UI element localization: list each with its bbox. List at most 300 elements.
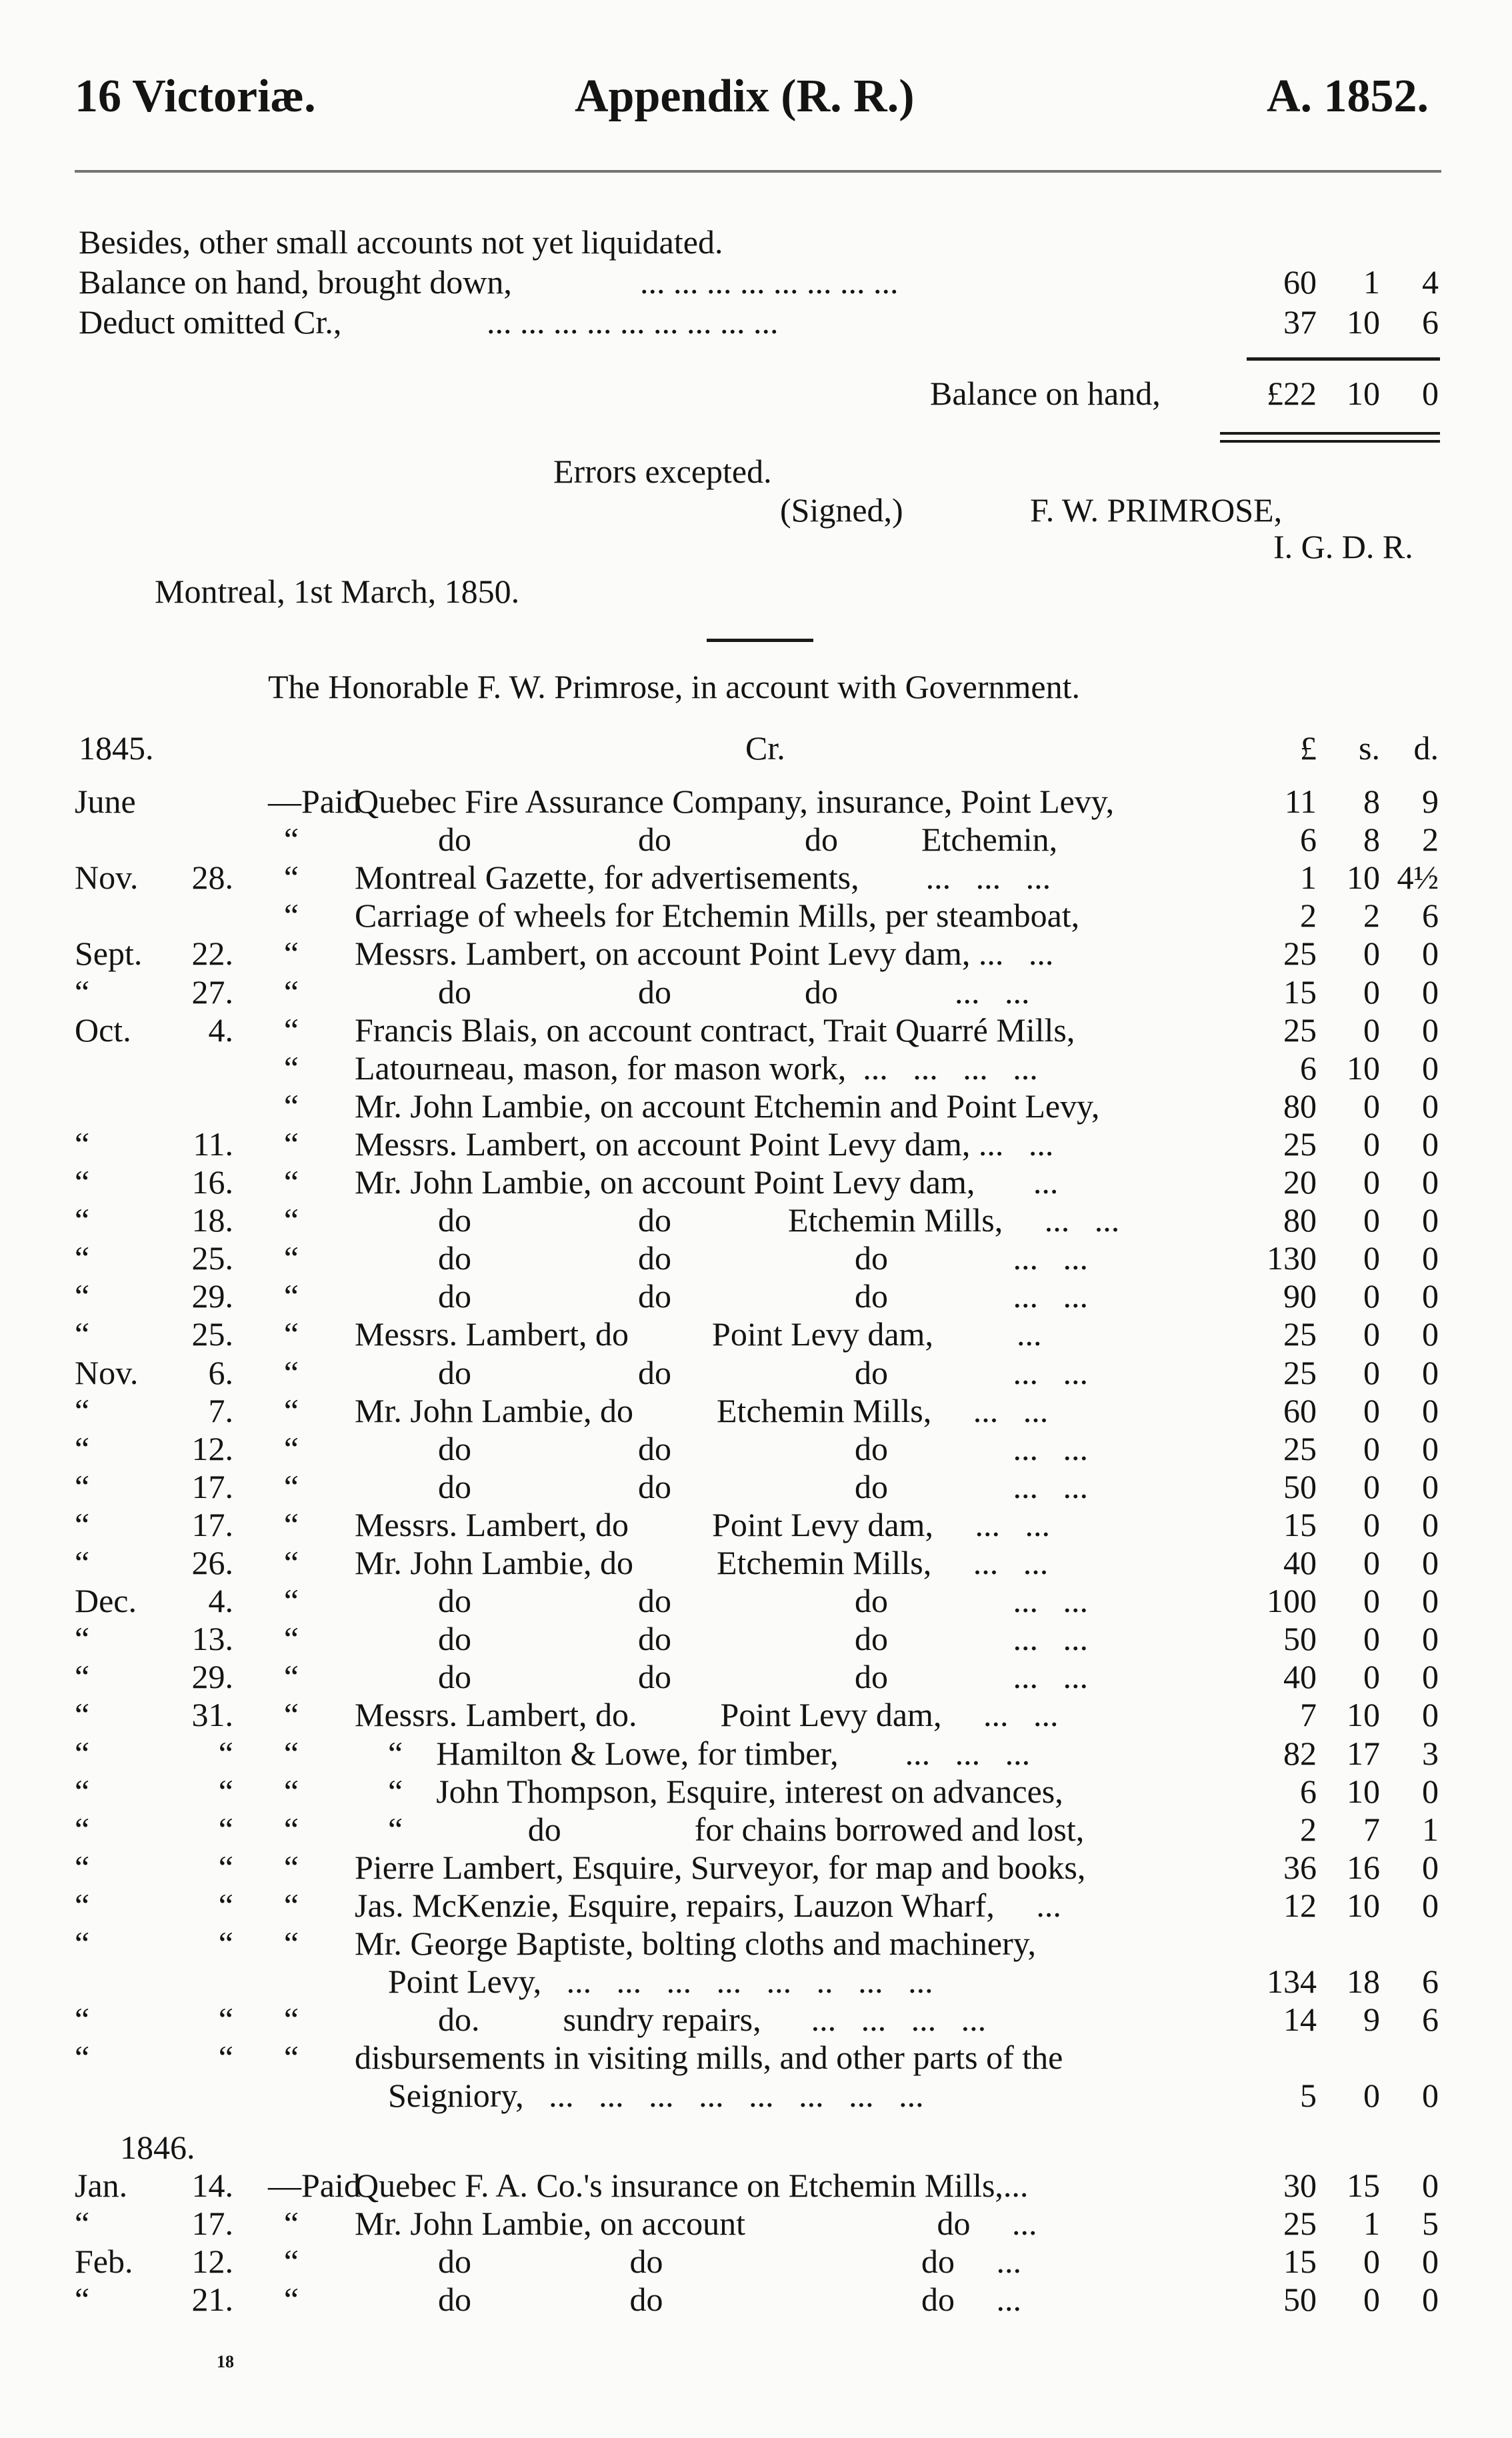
paid-mark: “ <box>283 2243 299 2280</box>
amount-shillings: 0 <box>1363 1315 1380 1353</box>
section-divider <box>707 639 813 642</box>
amount-shillings: 10 <box>1347 1049 1380 1087</box>
amount-pounds: 50 <box>1283 1467 1317 1505</box>
amount-shillings: 7 <box>1363 1810 1380 1848</box>
ledger-row <box>0 1734 1512 1775</box>
entry-day: 22. <box>191 935 233 973</box>
amount-pounds: 15 <box>1283 2243 1317 2280</box>
entry-day: 21. <box>191 2281 233 2318</box>
paid-mark: “ <box>283 2001 299 2039</box>
entry-day: 31. <box>191 1696 233 1734</box>
amount-pounds: 2 <box>1300 1810 1317 1848</box>
entry-day: 18. <box>191 1201 233 1239</box>
summary-line1: Besides, other small accounts not yet liquidated. <box>79 223 723 261</box>
ledger-row <box>0 1317 1512 1355</box>
entry-month: “ <box>75 1163 90 1201</box>
place-date: Montreal, 1st March, 1850. <box>155 573 520 610</box>
entry-day: “ <box>218 1772 233 1810</box>
amount-pence: 0 <box>1422 2077 1439 2115</box>
paid-mark: “ <box>283 935 299 973</box>
ledger-row <box>0 823 1512 861</box>
paid-mark: —Paid <box>268 2167 361 2204</box>
entry-month: “ <box>75 1391 90 1429</box>
entry-day: 25. <box>191 1315 233 1353</box>
ledger-row <box>0 1165 1512 1203</box>
amount-pounds: 25 <box>1283 1353 1317 1391</box>
entry-description: Carriage of wheels for Etchemin Mills, per steamboat, <box>355 897 1080 935</box>
entry-month: “ <box>75 2205 90 2242</box>
entry-description: Mr. John Lambie, on account Etchemin and Point Levy, <box>355 1087 1100 1125</box>
amount-pounds: 40 <box>1283 1544 1317 1581</box>
entry-month: Nov. <box>75 1353 139 1391</box>
amount-shillings: 0 <box>1363 935 1380 973</box>
summary-line2-shillings: 1 <box>1363 263 1380 301</box>
ledger-row <box>0 1965 1512 2003</box>
summary-line3-dots: ... ... ... ... ... ... ... ... ... <box>487 303 779 341</box>
entry-day: 14. <box>191 2167 233 2204</box>
amount-shillings: 10 <box>1347 1696 1380 1734</box>
paid-mark: “ <box>283 1848 299 1886</box>
summary-line3-label: Deduct omitted Cr., <box>79 303 342 341</box>
amount-pounds: 7 <box>1300 1696 1317 1734</box>
amount-pence: 0 <box>1422 1163 1439 1201</box>
year-1845: 1845. <box>79 729 154 767</box>
amount-pounds: 2 <box>1300 897 1317 935</box>
amount-shillings: 0 <box>1363 1201 1380 1239</box>
amount-pounds: 25 <box>1283 1125 1317 1163</box>
column-pence-heading: d. <box>1413 729 1439 767</box>
header-rule <box>75 170 1441 173</box>
summary-line3-shillings: 10 <box>1347 303 1380 341</box>
entry-month: “ <box>75 1429 90 1467</box>
entry-day: 16. <box>191 1163 233 1201</box>
amount-pence: 0 <box>1422 1696 1439 1734</box>
amount-pence: 0 <box>1422 973 1439 1011</box>
entry-day: 17. <box>191 1467 233 1505</box>
amount-shillings: 10 <box>1347 1772 1380 1810</box>
entry-description: do do do ... ... <box>355 1353 1088 1391</box>
ledger-row <box>0 1698 1512 1736</box>
amount-shillings: 17 <box>1347 1734 1380 1772</box>
amount-shillings: 0 <box>1363 1277 1380 1315</box>
paid-mark: “ <box>283 1886 299 1924</box>
entry-day: 4. <box>208 1582 233 1620</box>
amount-shillings: 9 <box>1363 2001 1380 2039</box>
entry-month: “ <box>75 1848 90 1886</box>
entry-month: June <box>75 783 136 820</box>
amount-shillings: 0 <box>1363 1163 1380 1201</box>
ledger-row <box>0 975 1512 1013</box>
entry-description: “ John Thompson, Esquire, interest on advances, <box>355 1772 1063 1810</box>
entry-description: do do do ... ... <box>355 1429 1088 1467</box>
column-pounds-heading: £ <box>1300 729 1317 767</box>
page-marker: 18 <box>217 2352 234 2371</box>
amount-pence: 0 <box>1422 1277 1439 1315</box>
ledger-row <box>0 1241 1512 1279</box>
entry-day: 25. <box>191 1239 233 1277</box>
amount-pounds: 134 <box>1267 1963 1317 2001</box>
amount-pounds: 36 <box>1283 1848 1317 1886</box>
entry-description: Mr. John Lambie, on account Point Levy dam, ... <box>355 1163 1059 1201</box>
paid-mark: “ <box>283 973 299 1011</box>
amount-pence: 0 <box>1422 1087 1439 1125</box>
amount-pounds: 130 <box>1267 1239 1317 1277</box>
ledger-row <box>0 785 1512 823</box>
paid-mark: “ <box>283 897 299 935</box>
entry-description: do do do ... ... <box>355 1277 1088 1315</box>
entry-description: Mr. George Baptiste, bolting cloths and machinery, <box>355 1925 1037 1962</box>
entry-month: “ <box>75 1734 90 1772</box>
entry-day: 28. <box>191 859 233 897</box>
entry-day: “ <box>218 1734 233 1772</box>
entry-description: Messrs. Lambert, do Point Levy dam, ... ... <box>355 1505 1050 1543</box>
amount-pounds: 5 <box>1300 2077 1317 2115</box>
entry-month: “ <box>75 2039 90 2077</box>
amount-pounds: 6 <box>1300 1049 1317 1087</box>
amount-pence: 0 <box>1422 2281 1439 2318</box>
entry-description: Mr. John Lambie, do Etchemin Mills, ... ... <box>355 1544 1049 1581</box>
amount-pence: 0 <box>1422 1620 1439 1658</box>
amount-shillings: 0 <box>1363 1125 1380 1163</box>
amount-pence: 6 <box>1422 2001 1439 2039</box>
entry-day: 7. <box>208 1391 233 1429</box>
signatory-title: I. G. D. R. <box>1273 528 1413 565</box>
amount-shillings: 0 <box>1363 2243 1380 2280</box>
amount-pounds: 20 <box>1283 1163 1317 1201</box>
amount-shillings: 18 <box>1347 1963 1380 2001</box>
header-center: Appendix (R. R.) <box>575 71 915 122</box>
amount-pounds: 100 <box>1267 1582 1317 1620</box>
paid-mark: “ <box>283 2205 299 2242</box>
ledger-row <box>0 2283 1512 2321</box>
entry-month: “ <box>75 1505 90 1543</box>
paid-mark: “ <box>283 1201 299 1239</box>
ledger-row <box>0 1927 1512 1965</box>
paid-mark: “ <box>283 1772 299 1810</box>
ledger-row <box>0 1660 1512 1698</box>
entry-description: Point Levy, ... ... ... ... ... .. ... ... <box>355 1963 933 2001</box>
amount-shillings: 0 <box>1363 1011 1380 1049</box>
amount-pence: 0 <box>1422 1315 1439 1353</box>
amount-pounds: 50 <box>1283 1620 1317 1658</box>
ledger-row <box>0 2169 1512 2207</box>
balance-top-rule <box>1247 357 1440 361</box>
amount-pence: 0 <box>1422 1049 1439 1087</box>
ledger-row <box>0 2207 1512 2245</box>
entry-description: do do do ... ... <box>355 973 1030 1011</box>
entry-month: “ <box>75 1201 90 1239</box>
entry-description: do do do ... ... <box>355 1658 1088 1696</box>
paid-mark: “ <box>283 1658 299 1696</box>
entry-month: “ <box>75 1810 90 1848</box>
entry-description: Jas. McKenzie, Esquire, repairs, Lauzon Wharf, ... <box>355 1886 1061 1924</box>
amount-pence: 0 <box>1422 1353 1439 1391</box>
ledger-row <box>0 861 1512 899</box>
ledger-row <box>0 1429 1512 1470</box>
entry-month: “ <box>75 1886 90 1924</box>
ledger-row <box>0 1391 1512 1432</box>
entry-description: Montreal Gazette, for advertisements, ... ... ... <box>355 859 1051 897</box>
amount-shillings: 0 <box>1363 1658 1380 1696</box>
amount-shillings: 0 <box>1363 1353 1380 1391</box>
entry-day: 6. <box>208 1353 233 1391</box>
ledger-row <box>0 2245 1512 2283</box>
paid-mark: “ <box>283 1049 299 1087</box>
amount-pence: 0 <box>1422 1658 1439 1696</box>
entry-day: 12. <box>191 1429 233 1467</box>
paid-mark: “ <box>283 1239 299 1277</box>
column-shillings-heading: s. <box>1359 729 1380 767</box>
entry-month: Oct. <box>75 1011 131 1049</box>
paid-mark: “ <box>283 1696 299 1734</box>
ledger-row <box>0 899 1512 937</box>
amount-shillings: 0 <box>1363 973 1380 1011</box>
balance-shillings: 10 <box>1347 375 1380 412</box>
amount-pounds: 25 <box>1283 2205 1317 2242</box>
entry-day: 26. <box>191 1544 233 1581</box>
entry-description: do do do Etchemin, <box>355 821 1058 859</box>
paid-mark: “ <box>283 1429 299 1467</box>
amount-pence: 0 <box>1422 935 1439 973</box>
entry-description: Mr. John Lambie, do Etchemin Mills, ... ... <box>355 1391 1049 1429</box>
amount-pounds: 82 <box>1283 1734 1317 1772</box>
ledger-row <box>0 1467 1512 1508</box>
ledger-row <box>0 1505 1512 1546</box>
paid-mark: “ <box>283 1467 299 1505</box>
amount-pounds: 6 <box>1300 821 1317 859</box>
amount-pounds: 11 <box>1284 783 1317 820</box>
paid-mark: “ <box>283 1315 299 1353</box>
entry-month: “ <box>75 1544 90 1581</box>
ledger-row <box>0 1584 1512 1622</box>
amount-pounds: 12 <box>1283 1886 1317 1924</box>
amount-shillings: 8 <box>1363 821 1380 859</box>
amount-pounds: 50 <box>1283 2281 1317 2318</box>
entry-day: 17. <box>191 2205 233 2242</box>
entry-month: “ <box>75 1239 90 1277</box>
entry-month: “ <box>75 973 90 1011</box>
amount-pounds: 25 <box>1283 1429 1317 1467</box>
amount-pounds: 14 <box>1283 2001 1317 2039</box>
year-1846: 1846. <box>120 2129 195 2166</box>
entry-description: do do do ... <box>355 2243 1021 2280</box>
amount-shillings: 2 <box>1363 897 1380 935</box>
entry-day: 11. <box>193 1125 233 1163</box>
amount-pence: 0 <box>1422 2167 1439 2204</box>
entry-description: Quebec Fire Assurance Company, insurance, Point Levy, <box>355 783 1115 820</box>
summary-line2-dots: ... ... ... ... ... ... ... ... <box>640 263 899 301</box>
balance-pence: 0 <box>1422 375 1439 412</box>
paid-mark: “ <box>283 2039 299 2077</box>
entry-month: “ <box>75 1620 90 1658</box>
entry-month: “ <box>75 1125 90 1163</box>
entry-day: 29. <box>191 1277 233 1315</box>
ledger-row <box>0 937 1512 975</box>
ledger-row <box>0 2003 1512 2041</box>
entry-description: Pierre Lambert, Esquire, Surveyor, for map and books, <box>355 1848 1086 1886</box>
amount-pence: 1 <box>1422 1810 1439 1848</box>
amount-pence: 0 <box>1422 1429 1439 1467</box>
ledger-row <box>0 1772 1512 1813</box>
amount-shillings: 0 <box>1363 1582 1380 1620</box>
amount-pounds: 6 <box>1300 1772 1317 1810</box>
paid-mark: “ <box>283 1620 299 1658</box>
entry-month: “ <box>75 1772 90 1810</box>
paid-mark: “ <box>283 1011 299 1049</box>
header-right: A. 1852. <box>1267 71 1429 122</box>
amount-pence: 0 <box>1422 2243 1439 2280</box>
ledger-row <box>0 1353 1512 1394</box>
paid-mark: “ <box>283 1277 299 1315</box>
amount-pounds: 25 <box>1283 1011 1317 1049</box>
summary-line2-pounds: 60 <box>1283 263 1317 301</box>
paid-mark: “ <box>283 1125 299 1163</box>
entry-description: Francis Blais, on account contract, Trait Quarré Mills, <box>355 1011 1075 1049</box>
paid-mark: “ <box>283 2281 299 2318</box>
amount-shillings: 0 <box>1363 2281 1380 2318</box>
amount-pounds: 25 <box>1283 1315 1317 1353</box>
paid-mark: “ <box>283 1087 299 1125</box>
amount-pence: 5 <box>1422 2205 1439 2242</box>
paid-mark: “ <box>283 859 299 897</box>
amount-shillings: 1 <box>1363 2205 1380 2242</box>
entry-month: “ <box>75 2001 90 2039</box>
entry-day: 29. <box>191 1658 233 1696</box>
amount-pence: 0 <box>1422 1011 1439 1049</box>
ledger-row <box>0 1203 1512 1241</box>
amount-pounds: 60 <box>1283 1391 1317 1429</box>
summary-line2-pence: 4 <box>1422 263 1439 301</box>
entry-description: do do do ... ... <box>355 1239 1088 1277</box>
amount-shillings: 0 <box>1363 2077 1380 2115</box>
ledger-row <box>0 1886 1512 1927</box>
summary-line2-label: Balance on hand, brought down, <box>79 263 512 301</box>
ledger-row <box>0 1279 1512 1317</box>
amount-pounds: 15 <box>1283 1505 1317 1543</box>
amount-pence: 0 <box>1422 1886 1439 1924</box>
entry-description: Messrs. Lambert, do. Point Levy dam, ... ... <box>355 1696 1059 1734</box>
header-left: 16 Victoriæ. <box>75 71 316 122</box>
amount-pence: 0 <box>1422 1201 1439 1239</box>
paid-mark: “ <box>283 1925 299 1962</box>
paid-mark: “ <box>283 821 299 859</box>
entry-day: 12. <box>191 2243 233 2280</box>
paid-mark: —Paid <box>268 783 361 820</box>
amount-pence: 0 <box>1422 1505 1439 1543</box>
amount-shillings: 0 <box>1363 1429 1380 1467</box>
entry-description: do do Etchemin Mills, ... ... <box>355 1201 1120 1239</box>
entry-month: “ <box>75 1658 90 1696</box>
summary-line3-pence: 6 <box>1422 303 1439 341</box>
entry-month: “ <box>75 1925 90 1962</box>
amount-pence: 0 <box>1422 1125 1439 1163</box>
entry-description: “ do for chains borrowed and lost, <box>355 1810 1085 1848</box>
amount-shillings: 0 <box>1363 1467 1380 1505</box>
entry-description: “ Hamilton & Lowe, for timber, ... ... ... <box>355 1734 1031 1772</box>
ledger-row <box>0 1810 1512 1851</box>
amount-shillings: 0 <box>1363 1391 1380 1429</box>
amount-pence: 6 <box>1422 897 1439 935</box>
amount-shillings: 16 <box>1347 1848 1380 1886</box>
entry-description: do do do ... ... <box>355 1467 1088 1505</box>
amount-pounds: 80 <box>1283 1087 1317 1125</box>
amount-shillings: 8 <box>1363 783 1380 820</box>
amount-pounds: 40 <box>1283 1658 1317 1696</box>
entry-day: “ <box>218 2039 233 2077</box>
entry-day: “ <box>218 1810 233 1848</box>
entry-description: Quebec F. A. Co.'s insurance on Etchemin Mills,... <box>355 2167 1029 2204</box>
amount-shillings: 0 <box>1363 1087 1380 1125</box>
amount-pence: 4½ <box>1397 859 1439 897</box>
entry-month: Jan. <box>75 2167 128 2204</box>
paid-mark: “ <box>283 1391 299 1429</box>
entry-month: “ <box>75 1315 90 1353</box>
paid-mark: “ <box>283 1582 299 1620</box>
amount-pence: 2 <box>1422 821 1439 859</box>
paid-mark: “ <box>283 1505 299 1543</box>
amount-pounds: 30 <box>1283 2167 1317 2204</box>
entry-day: 27. <box>191 973 233 1011</box>
entry-description: Messrs. Lambert, on account Point Levy dam, ... ... <box>355 935 1054 973</box>
amount-pence: 0 <box>1422 1582 1439 1620</box>
amount-pence: 0 <box>1422 1239 1439 1277</box>
paid-mark: “ <box>283 1734 299 1772</box>
amount-shillings: 10 <box>1347 859 1380 897</box>
entry-month: Feb. <box>75 2243 133 2280</box>
balance-double-rule-2 <box>1220 440 1440 443</box>
ledger-row <box>0 1546 1512 1584</box>
amount-pence: 0 <box>1422 1848 1439 1886</box>
entry-description: do. sundry repairs, ... ... ... ... <box>355 2001 987 2039</box>
entry-month: Nov. <box>75 859 139 897</box>
entry-day: 13. <box>191 1620 233 1658</box>
amount-pence: 6 <box>1422 1963 1439 2001</box>
amount-pounds: 80 <box>1283 1201 1317 1239</box>
amount-pounds: 1 <box>1300 859 1317 897</box>
amount-pence: 3 <box>1422 1734 1439 1772</box>
entry-description: Messrs. Lambert, on account Point Levy dam, ... ... <box>355 1125 1054 1163</box>
entry-description: do do do ... ... <box>355 1620 1088 1658</box>
ledger-row <box>0 1013 1512 1051</box>
entry-day: “ <box>218 1925 233 1962</box>
entry-description: do do do ... <box>355 2281 1021 2318</box>
amount-pence: 0 <box>1422 1772 1439 1810</box>
amount-pence: 0 <box>1422 1391 1439 1429</box>
paid-mark: “ <box>283 1810 299 1848</box>
amount-shillings: 0 <box>1363 1239 1380 1277</box>
amount-pence: 0 <box>1422 1544 1439 1581</box>
amount-shillings: 10 <box>1347 1886 1380 1924</box>
ledger-row <box>0 1622 1512 1660</box>
entry-description: Messrs. Lambert, do Point Levy dam, ... <box>355 1315 1042 1353</box>
signatory-name: F. W. PRIMROSE, <box>1030 491 1283 529</box>
amount-pounds: 15 <box>1283 973 1317 1011</box>
amount-pence: 9 <box>1422 783 1439 820</box>
ledger-row <box>0 1089 1512 1127</box>
amount-pounds: 25 <box>1283 935 1317 973</box>
amount-pence: 0 <box>1422 1467 1439 1505</box>
paid-mark: “ <box>283 1544 299 1581</box>
signed-label: (Signed,) <box>780 491 903 529</box>
balance-double-rule-1 <box>1220 432 1440 435</box>
entry-day: “ <box>218 1886 233 1924</box>
entry-day: 4. <box>208 1011 233 1049</box>
cr-heading: Cr. <box>745 729 785 767</box>
entry-day: 17. <box>191 1505 233 1543</box>
amount-shillings: 0 <box>1363 1544 1380 1581</box>
paid-mark: “ <box>283 1163 299 1201</box>
entry-day: “ <box>218 1848 233 1886</box>
